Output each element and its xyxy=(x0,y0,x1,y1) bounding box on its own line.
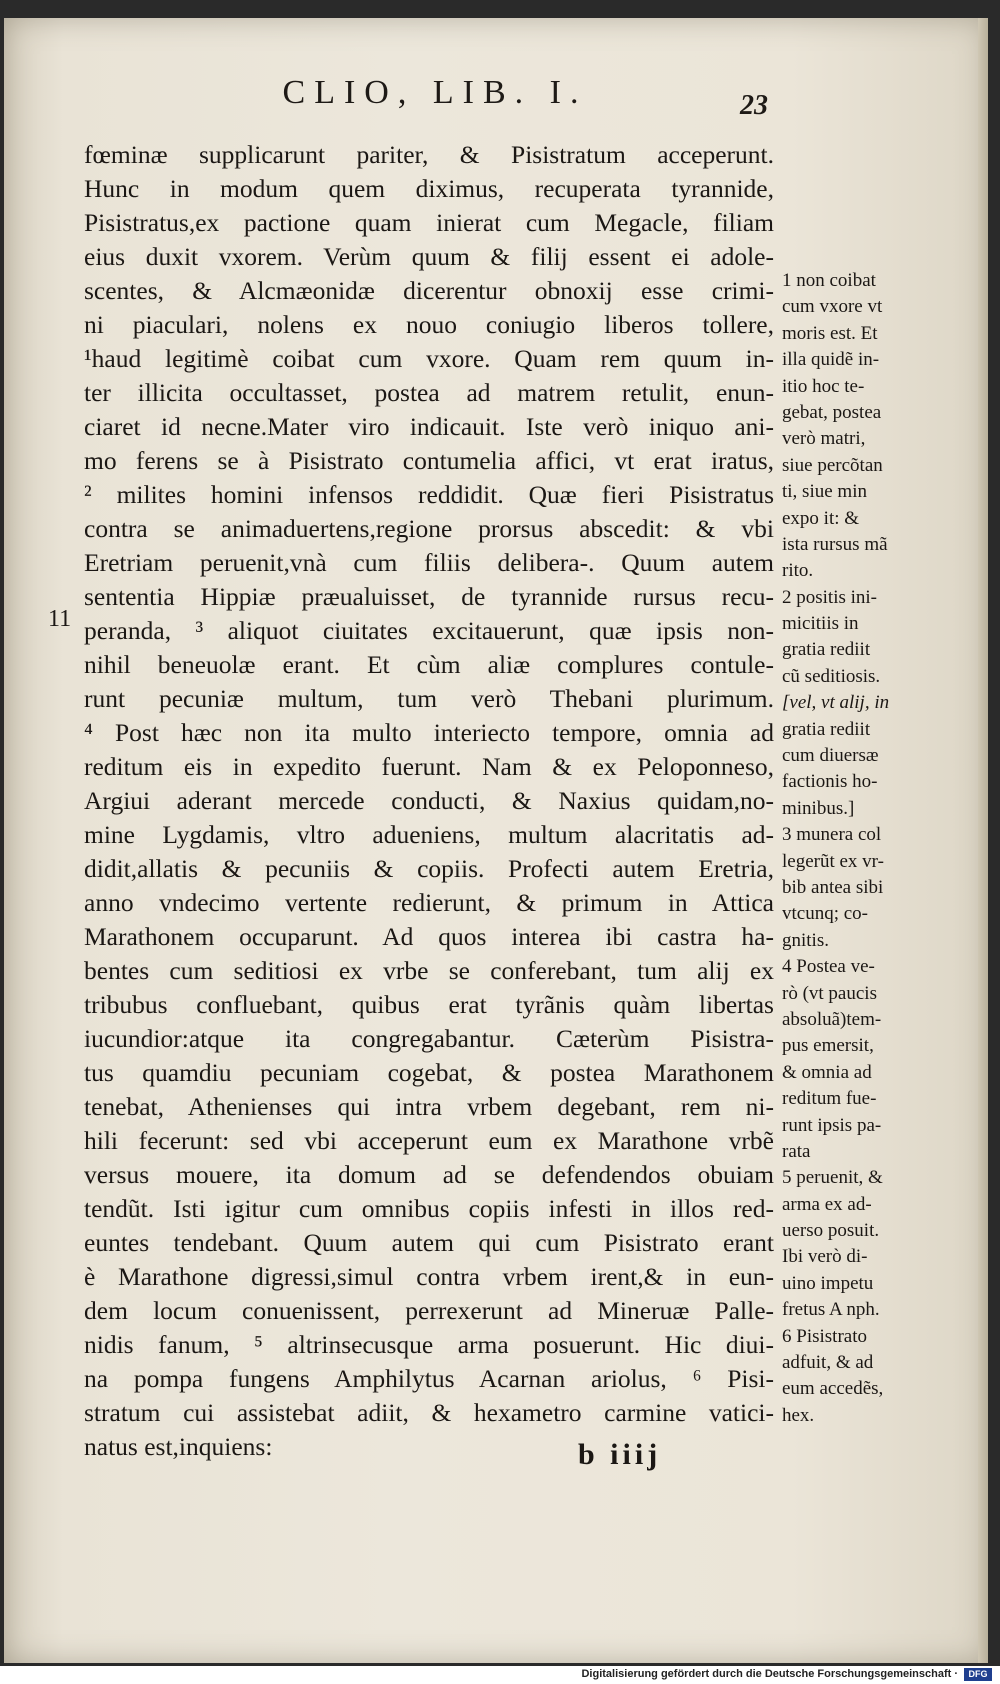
text-line: Pisistratus,ex pactione quam inierat cum Megacle, filiam xyxy=(84,208,774,237)
dfg-logo-icon: DFG xyxy=(964,1668,992,1681)
note-line: moris est. Et xyxy=(782,322,878,344)
section-number: 11 xyxy=(48,606,72,632)
note-line: 5 peruenit, & xyxy=(782,1167,883,1189)
text-line: Argiui aderant mercede conducti, & Naxius quidam,no- xyxy=(84,786,774,815)
text-line: tribubus confluebant, quibus erat tyrãnis quàm libertas xyxy=(84,990,774,1019)
note-line: gratia rediit xyxy=(782,639,871,661)
text-line: ⁴ Post hæc non ita multo interiecto tempore, omnia ad xyxy=(84,718,774,747)
note-line: expo it: & xyxy=(782,507,860,529)
note-line: hex. xyxy=(782,1404,815,1426)
note-line: legerũt ex vr- xyxy=(782,850,884,872)
text-line: didit,allatis & pecuniis & copiis. Profecti autem Eretria, xyxy=(84,854,774,883)
note-line: verò matri, xyxy=(782,428,866,450)
text-line: mo ferens se à Pisistrato contumelia affici, vt erat iratus, xyxy=(84,446,774,475)
note-line: gebat, postea xyxy=(782,401,882,423)
text-line: stratum cui assistebat adiit, & hexametro carmine vatici- xyxy=(84,1398,774,1427)
text-line: versus mouere, ita domum ad se defendendos obuiam xyxy=(84,1160,774,1189)
signature-mark: b iiij xyxy=(578,1438,662,1471)
text-line: hili fecerunt: sed vbi acceperunt eum ex Marathone vrbẽ xyxy=(84,1126,774,1155)
note-line: 2 positis ini- xyxy=(782,586,878,608)
text-line: scentes, & Alcmæonidæ dicerentur obnoxij esse crimi- xyxy=(84,276,774,305)
text-line: ni piaculari, nolens ex nouo coniugio liberos tollere, xyxy=(84,310,774,339)
text-line: ¹haud legitimè coibat cum vxore. Quam rem quum in- xyxy=(84,344,774,373)
note-line: illa quidẽ in- xyxy=(782,349,880,371)
folio-number: 23 xyxy=(740,90,768,121)
note-line: rò (vt paucis xyxy=(782,982,877,1004)
note-line: gratia rediit xyxy=(782,718,871,740)
text-line: nidis fanum, ⁵ altrinsecusque arma posuerunt. Hic diui- xyxy=(84,1330,774,1359)
text-line: bentes cum seditiosi ex vrbe se conferebant, tum alij ex xyxy=(84,956,774,985)
note-line: itio hoc te- xyxy=(782,375,865,397)
note-line: absoluã)tem- xyxy=(782,1008,882,1030)
note-line: uino impetu xyxy=(782,1272,874,1294)
note-line: rito. xyxy=(782,560,814,582)
note-line: adfuit, & ad xyxy=(782,1352,874,1374)
note-line: fretus A nph. xyxy=(782,1299,880,1321)
text-line: dem locum conuenissent, perrexerunt ad Mineruæ Palle- xyxy=(84,1296,774,1325)
text-line: ciaret id necne.Mater viro indicauit. Iste verò iniquo ani- xyxy=(84,412,774,441)
note-line: ista rursus mã xyxy=(782,533,888,555)
running-head: CLIO, LIB. I. xyxy=(282,74,588,111)
note-line: ti, siue min xyxy=(782,481,867,503)
note-line: 4 Postea ve- xyxy=(782,956,875,978)
text-line: tenebat, Athenienses qui intra vrbem degebant, rem ni- xyxy=(84,1092,774,1121)
note-line: minibus.] xyxy=(782,797,855,819)
note-line: siue percõtan xyxy=(782,454,883,476)
note-line: bib antea sibi xyxy=(782,876,884,898)
text-line: Hunc in modum quem diximus, recuperata tyrannide, xyxy=(84,174,774,203)
text-line: ter illicita occultasset, postea ad matrem retulit, enun- xyxy=(84,378,774,407)
footer-bar xyxy=(0,1666,1000,1684)
marginal-notes xyxy=(782,268,932,1429)
note-line: reditum fue- xyxy=(782,1088,877,1110)
main-text-block xyxy=(84,138,774,1464)
note-line: Ibi verò di- xyxy=(782,1246,868,1268)
note-line: & omnia ad xyxy=(782,1061,872,1083)
text-line: Eretriam peruenit,vnà cum filiis delibera-. Quum autem xyxy=(84,548,774,577)
text-line: è Marathone digressi,simul contra vrbem irent,& in eun- xyxy=(84,1262,774,1291)
text-line: na pompa fungens Amphilytus Acarnan ariolus, ⁶ Pisi- xyxy=(84,1364,774,1393)
note-line: pus emersit, xyxy=(782,1035,874,1057)
note-line: cũ seditiosis. xyxy=(782,665,881,687)
text-line: tendũt. Isti igitur cum omnibus copiis infesti in illos red- xyxy=(84,1194,774,1223)
note-line: 3 munera col xyxy=(782,824,882,846)
text-line: iucundior:atque ita congregabantur. Cæterùm Pisistra- xyxy=(84,1024,774,1053)
note-line: micitiis in xyxy=(782,613,859,635)
text-line: runt pecuniæ multum, tum verò Thebani plurimum. xyxy=(84,684,774,713)
note-line: factionis ho- xyxy=(782,771,878,793)
text-line: mine Lygdamis, vltro adueniens, multum alacritatis ad- xyxy=(84,820,774,849)
note-line: rata xyxy=(782,1140,811,1162)
text-line: tus quamdiu pecuniam cogebat, & postea Marathonem xyxy=(84,1058,774,1087)
text-line: peranda, ³ aliquot ciuitates excitauerunt, quæ ipsis non- xyxy=(84,616,774,645)
note-line: eum accedẽs, xyxy=(782,1378,884,1400)
page-edge xyxy=(978,18,988,1663)
text-line: natus est,inquiens: xyxy=(84,1432,273,1461)
text-line: eius duxit vxorem. Verùm quum & filij essent ei adole- xyxy=(84,242,774,271)
note-line: [vel, vt alij, in xyxy=(782,692,890,714)
note-line: vtcunq; co- xyxy=(782,903,869,925)
note-line: cum vxore vt xyxy=(782,296,883,318)
note-line: runt ipsis pa- xyxy=(782,1114,882,1136)
text-line: contra se animaduertens,regione prorsus abscedit: & vbi xyxy=(84,514,774,543)
text-line: nihil beneuolæ erant. Et cùm aliæ complures contule- xyxy=(84,650,774,679)
note-line: uerso posuit. xyxy=(782,1220,880,1242)
text-line: euntes tendebant. Quum autem qui cum Pisistrato erant xyxy=(84,1228,774,1257)
text-line: reditum eis in expedito fuerunt. Nam & ex Peloponneso, xyxy=(84,752,774,781)
text-line: fœminæ supplicarunt pariter, & Pisistratum acceperunt. xyxy=(84,140,774,169)
text-line: anno vndecimo vertente redierunt, & primum in Attica xyxy=(84,888,774,917)
note-line: cum diuersæ xyxy=(782,745,879,767)
note-line: 6 Pisistrato xyxy=(782,1325,867,1347)
note-line: gnitis. xyxy=(782,929,829,951)
footer-credit: Digitalisierung gefördert durch die Deutsche Forschungsgemeinschaft · xyxy=(581,1668,958,1680)
text-line: sententia Hippiæ præualuisset, de tyrannide rursus recu- xyxy=(84,582,774,611)
note-line: arma ex ad- xyxy=(782,1193,872,1215)
note-line: 1 non coibat xyxy=(782,270,876,291)
text-line: Marathonem occuparunt. Ad quos interea ibi castra ha- xyxy=(84,922,774,951)
text-line: ² milites homini infensos reddidit. Quæ fieri Pisistratus xyxy=(84,480,774,509)
